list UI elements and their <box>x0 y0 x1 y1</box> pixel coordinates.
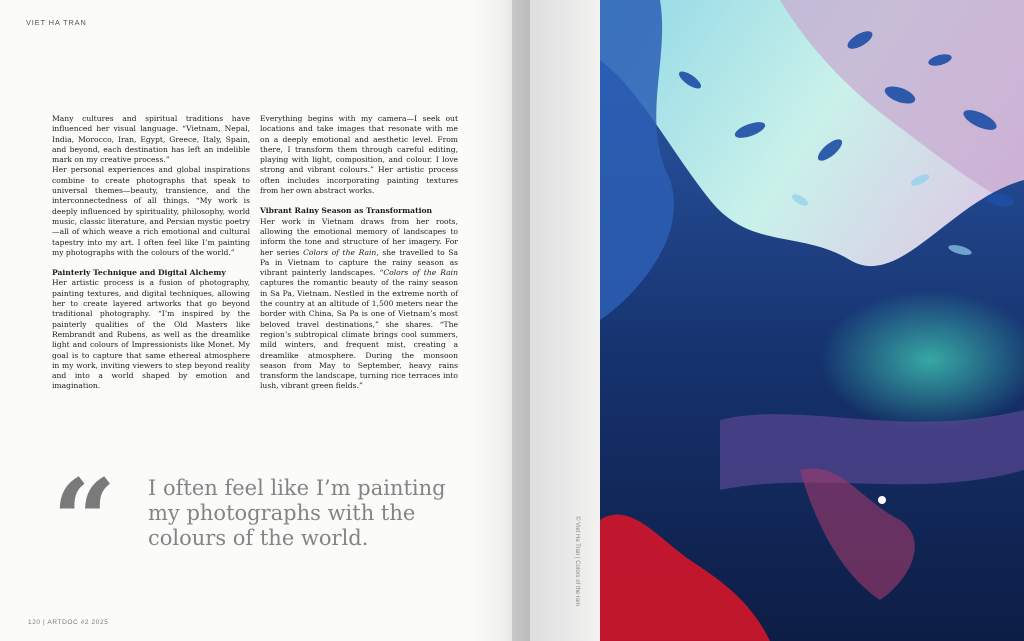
text-column-2 <box>260 114 458 392</box>
section-subhead: Painterly Technique and Digital Alchemy <box>52 268 226 278</box>
artwork-white-blossom <box>878 496 886 504</box>
series-title: Colors of the Rain <box>383 268 458 278</box>
paragraph-text: Her work in Vietnam draws from her roots, allowing the emotional memory of landscapes to inform the tone and structure of her imagery. For her series <box>260 216 458 257</box>
artwork-violet-stroke <box>720 410 1024 490</box>
series-title: Colors of the Rain <box>303 247 377 257</box>
paragraph: Many cultures and spiritual traditions have influenced her visual language. “Vietnam, Nepal, India, Morocco, Iran, Egypt, Greece, Italy, Spain, and beyond, each destination has left an indelible mark on my creative process.” <box>52 114 250 165</box>
text-column-1 <box>52 114 250 392</box>
paragraph: Her personal experiences and global inspirations combine to create photographs that speak to universal themes—beauty, transience, and the interconnectedness of all things. “My work is deeply influenced by spirituality, philosophy, world music, classic literature, and Persian mystic poetry—all of which weave a rich emotional and cultural tapestry into my art. I often feel like I’m painting my photographs with the colours of the world.” <box>52 165 250 257</box>
running-head: VIET HA TRAN <box>26 18 87 27</box>
paragraph: Her artistic process is a fusion of photography, painting textures, and digital techniques, allowing her to create layered artworks that go beyond traditional photography. “I’m inspired by the painterly qualities of the Old Masters like Rembrandt and Rubens, as well as the dreamlike light and colours of Impressionists like Monet. My goal is to capture that same ethereal atmosphere in my work, inviting viewers to step beyond reality and into a world shaped by emotion and imagination. <box>52 278 250 391</box>
quote-mark-icon: “ <box>52 456 117 587</box>
artwork-photo <box>600 0 1024 641</box>
paragraph-text: captures the romantic beauty of the rainy season in Sa Pa, Vietnam. Nestled in the extreme north of the country at an altitude of 1,500 meters near the border with China, Sa Pa is one of Vietnam’s most beloved travel destinations,” she shares. “The region’s subtropical climate brings cool summers, mild winters, and frequent mist, creating a dreamlike atmosphere. During the monsoon season from May to September, heavy rains transform the landscape, turning rice terraces into lush, vibrant green fields.” <box>260 278 458 391</box>
paragraph: Everything begins with my camera—I seek out locations and take images that resonate with me on a deeply emotional and aesthetic level. From there, I transform them through careful editing, playing with light, composition, and colour. I love strong and vibrant colours.” Her artistic process often includes incorporating painting textures from her own abstract works. <box>260 114 458 196</box>
section-subhead: Vibrant Rainy Season as Transformation <box>260 206 433 216</box>
page-folio: 120 | ARTDOC #2 2025 <box>28 619 109 626</box>
paragraph <box>260 217 458 392</box>
pull-quote-text: I often feel like I’m painting my photographs with the colours of the world. <box>148 476 446 550</box>
paragraph-text: , she travelled to Sa Pa in Vietnam to capture the rainy season as vibrant painterly landscapes. “ <box>260 247 458 278</box>
photo-credit: © Viet Ha Tran | Colors of the rain <box>574 516 580 606</box>
pull-quote <box>52 456 492 587</box>
